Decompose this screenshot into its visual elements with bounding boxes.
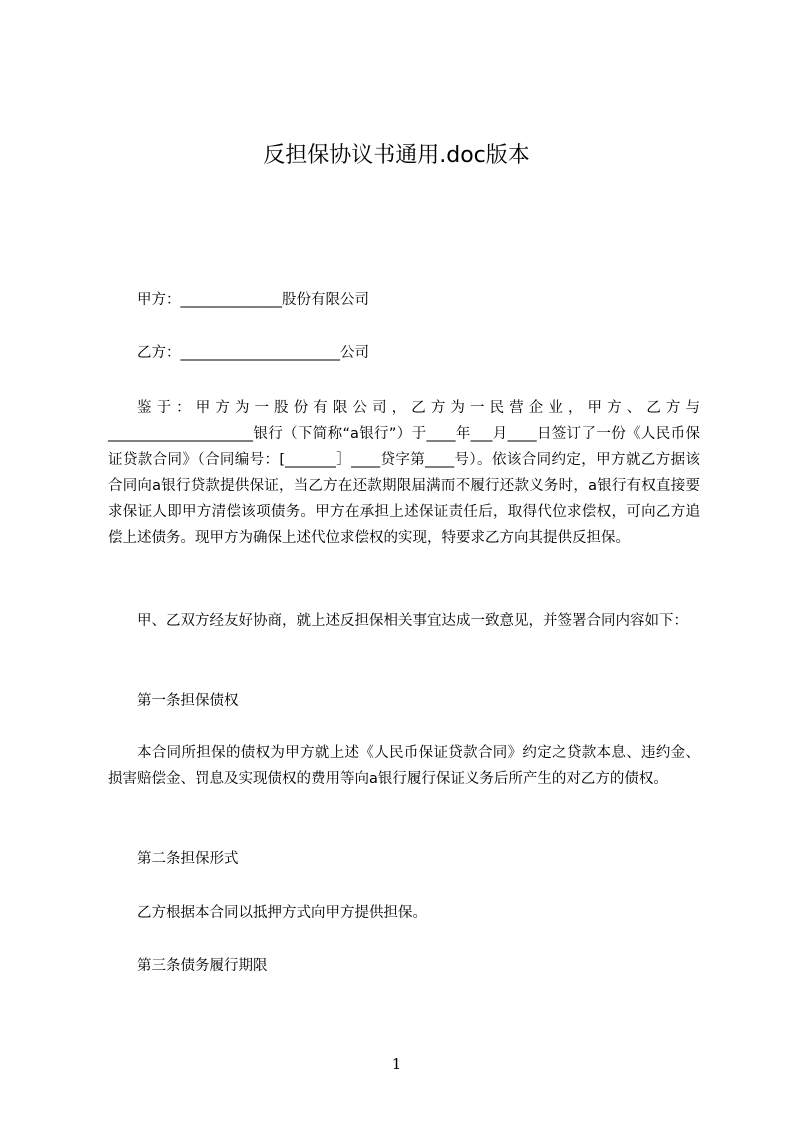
article-1-heading: 第一条担保债权 [137,693,239,709]
agreement-intro-paragraph: 甲、乙双方经友好协商，就上述反担保相关事宜达成一致意见，并签署合同内容如下： [137,613,688,629]
article-3-heading: 第三条债务履行期限 [137,958,268,974]
article-2-heading: 第二条担保形式 [137,851,239,867]
party-a-line: 甲方：______________股份有限公司 [137,292,369,308]
article-1-body: 本合同所担保的债权为甲方就上述《人民币保证贷款合同》约定之贷款本息、违约金、损害赔偿金、罚息及实现债权的费用等向a银行履行保证义务后所产生的对乙方的债权。 [108,745,700,787]
document-title: 反担保协议书通用.doc版本 [263,143,530,168]
page-number: 1 [391,1055,402,1073]
recital-paragraph: 鉴于：甲方为一股份有限公司，乙方为一民营企业，甲方、乙方与____________________银行（下简称“a银行”）于____年___月____日签订了一份《人民币保证贷款合同》（合同编号：[_______］____贷字第____号）。依该合同约定，甲方就乙方据该合同向a银行贷款提供保证，当乙方在还款期限届满而不履行还款义务时，a银行有权直接要求保证人即甲方清偿该项债务。甲方在承担上述保证责任后，取得代位求偿权，可向乙方追偿上述债务。现甲方为确保上述代位求偿权的实现，特要求乙方向其提供反担保。 [108,400,700,546]
article-2-body: 乙方根据本合同以抵押方式向甲方提供担保。 [137,905,427,921]
party-b-line: 乙方：______________________公司 [137,345,369,361]
